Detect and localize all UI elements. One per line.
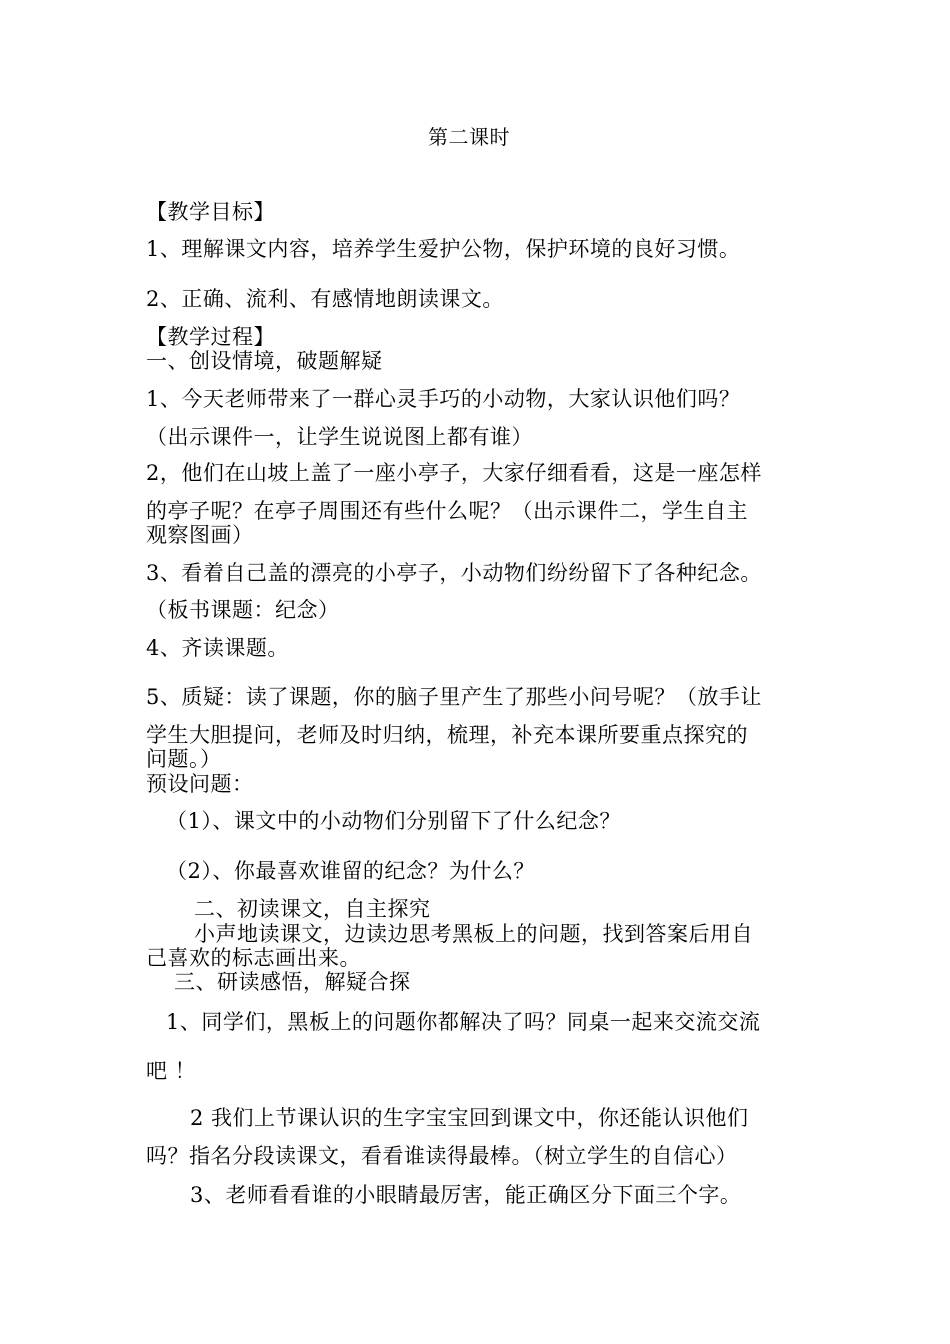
preset-heading: 预设问题： (146, 772, 254, 796)
s1-item1-line1: 1、今天老师带来了一群心灵手巧的小动物，大家认识他们吗？ (146, 387, 741, 411)
s1-item2-line1: 2，他们在山坡上盖了一座小亭子，大家仔细看看，这是一座怎样 (146, 461, 762, 485)
objectives-heading: 【教学目标】 (146, 200, 275, 224)
s1-item1-line2: （出示课件一，让学生说说图上都有谁） (146, 425, 533, 449)
preset-question-2: （2）、你最喜欢谁留的纪念？为什么？ (166, 859, 535, 883)
section-3-heading: 三、研读感悟，解疑合探 (174, 970, 411, 994)
s3-item1-line2: 吧 ！ (146, 1059, 197, 1083)
s1-item5-line1: 5、质疑：读了课题，你的脑子里产生了那些小问号呢？（放手让 (146, 685, 762, 709)
objective-1: 1、理解课文内容，培养学生爱护公物，保护环境的良好习惯。 (146, 237, 741, 261)
s1-item3-line1: 3、看着自己盖的漂亮的小亭子，小动物们纷纷留下了各种纪念。 (146, 561, 762, 585)
s1-item5-line3: 问题。） (146, 747, 222, 771)
page-title: 第二课时 (428, 125, 510, 149)
process-heading: 【教学过程】 (146, 325, 275, 349)
s1-item5-line2: 学生大胆提问，老师及时归纳，梳理，补充本课所要重点探究的 (146, 723, 748, 747)
s1-item4: 4、齐读课题。 (146, 636, 289, 660)
s2-text-line2: 己喜欢的标志画出来。 (146, 946, 361, 970)
s2-text-line1: 小声地读课文，边读边思考黑板上的问题，找到答案后用自 (194, 922, 753, 946)
objective-2: 2、正确、流利、有感情地朗读课文。 (146, 287, 504, 311)
s3-item2-line1: 2 我们上节课认识的生字宝宝回到课文中，你还能认识他们 (190, 1106, 749, 1130)
section-2-heading: 二、初读课文，自主探究 (194, 897, 431, 921)
s1-item2-line2: 的亭子呢？在亭子周围还有些什么呢？（出示课件二，学生自主 (146, 499, 748, 523)
section-1-heading: 一、创设情境，破题解疑 (146, 349, 383, 373)
s3-item2-line2: 吗？指名分段读课文，看看谁读得最棒。（树立学生的自信心） (146, 1144, 738, 1168)
s1-item3-line2: （板书课题：纪念） (146, 598, 340, 622)
s3-item1-line1: 1、同学们，黑板上的问题你都解决了吗？同桌一起来交流交流 (166, 1010, 761, 1034)
preset-question-1: （1）、课文中的小动物们分别留下了什么纪念？ (166, 809, 621, 833)
s1-item2-line3: 观察图画） (146, 523, 254, 547)
s3-item3: 3、老师看看谁的小眼睛最厉害，能正确区分下面三个字。 (190, 1183, 742, 1207)
